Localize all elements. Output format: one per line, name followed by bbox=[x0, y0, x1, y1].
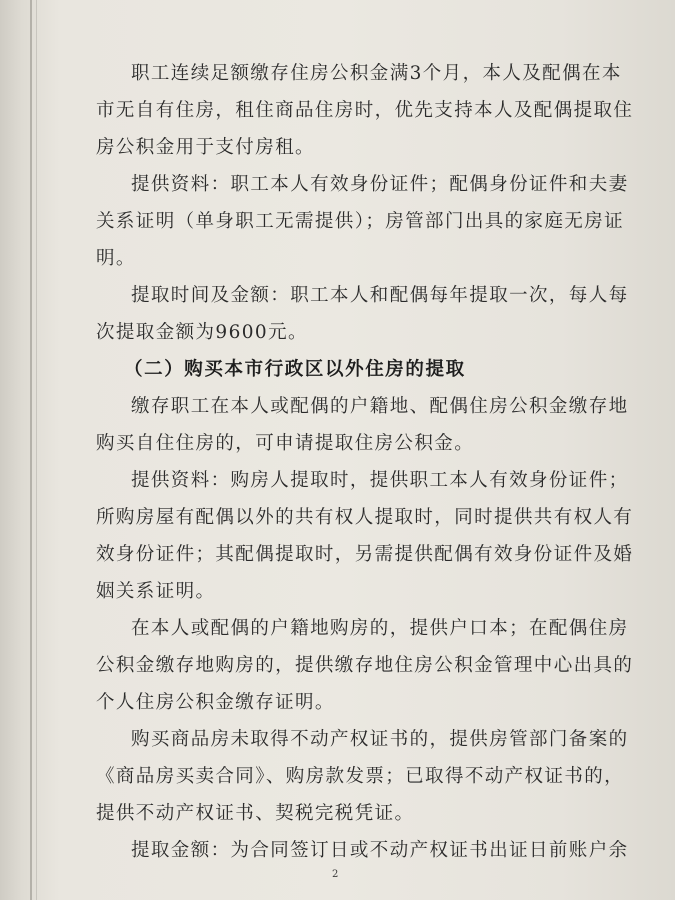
paragraph-line: 个人住房公积金缴存证明。 bbox=[96, 692, 335, 713]
paragraph-line: 提供资料：购房人提取时，提供职工本人有效身份证件； bbox=[131, 470, 629, 491]
paragraph-line: 在本人或配偶的户籍地购房的，提供户口本；在配偶住房 bbox=[131, 618, 629, 639]
paragraph-line: 所购房屋有配偶以外的共有权人提取时，同时提供共有权人有 bbox=[96, 507, 634, 528]
paragraph-line: 关系证明（单身职工无需提供）；房管部门出具的家庭无房证 bbox=[96, 211, 625, 232]
paragraph-line: 职工连续足额缴存住房公积金满3个月，本人及配偶在本 bbox=[131, 63, 622, 84]
paragraph-line: 提取金额：为合同签订日或不动产权证书出证日前账户余 bbox=[131, 840, 629, 861]
paragraph-line: 姻关系证明。 bbox=[96, 581, 216, 602]
paragraph-line: 购买商品房未取得不动产权证书的，提供房管部门备案的 bbox=[131, 729, 629, 750]
paragraph-line: 次提取金额为9600元。 bbox=[96, 322, 308, 343]
paragraph-line: 公积金缴存地购房的，提供缴存地住房公积金管理中心出具的 bbox=[96, 655, 634, 676]
paragraph-line: 提供资料：职工本人有效身份证件；配偶身份证件和夫妻 bbox=[131, 174, 629, 195]
paragraph-line: 缴存职工在本人或配偶的户籍地、配偶住房公积金缴存地 bbox=[131, 396, 629, 417]
paragraph-line: 《商品房买卖合同》、购房款发票；已取得不动产权证书的， bbox=[96, 766, 625, 787]
paragraph-line: 明。 bbox=[96, 248, 136, 269]
page-number: 2 bbox=[332, 869, 339, 880]
paragraph-line: 市无自有住房，租住商品住房时，优先支持本人及配偶提取住 bbox=[96, 100, 634, 121]
paragraph-line: 购买自住住房的，可申请提取住房公积金。 bbox=[96, 433, 475, 454]
paragraph-line: 提取时间及金额：职工本人和配偶每年提取一次，每人每 bbox=[131, 285, 629, 306]
paragraph-line: 房公积金用于支付房租。 bbox=[96, 137, 315, 158]
section-heading: （二）购买本市行政区以外住房的提取 bbox=[124, 359, 466, 380]
paragraph-line: 效身份证件；其配偶提取时，另需提供配偶有效身份证件及婚 bbox=[96, 544, 634, 565]
paragraph-line: 提供不动产权证书、契税完税凭证。 bbox=[96, 803, 415, 824]
